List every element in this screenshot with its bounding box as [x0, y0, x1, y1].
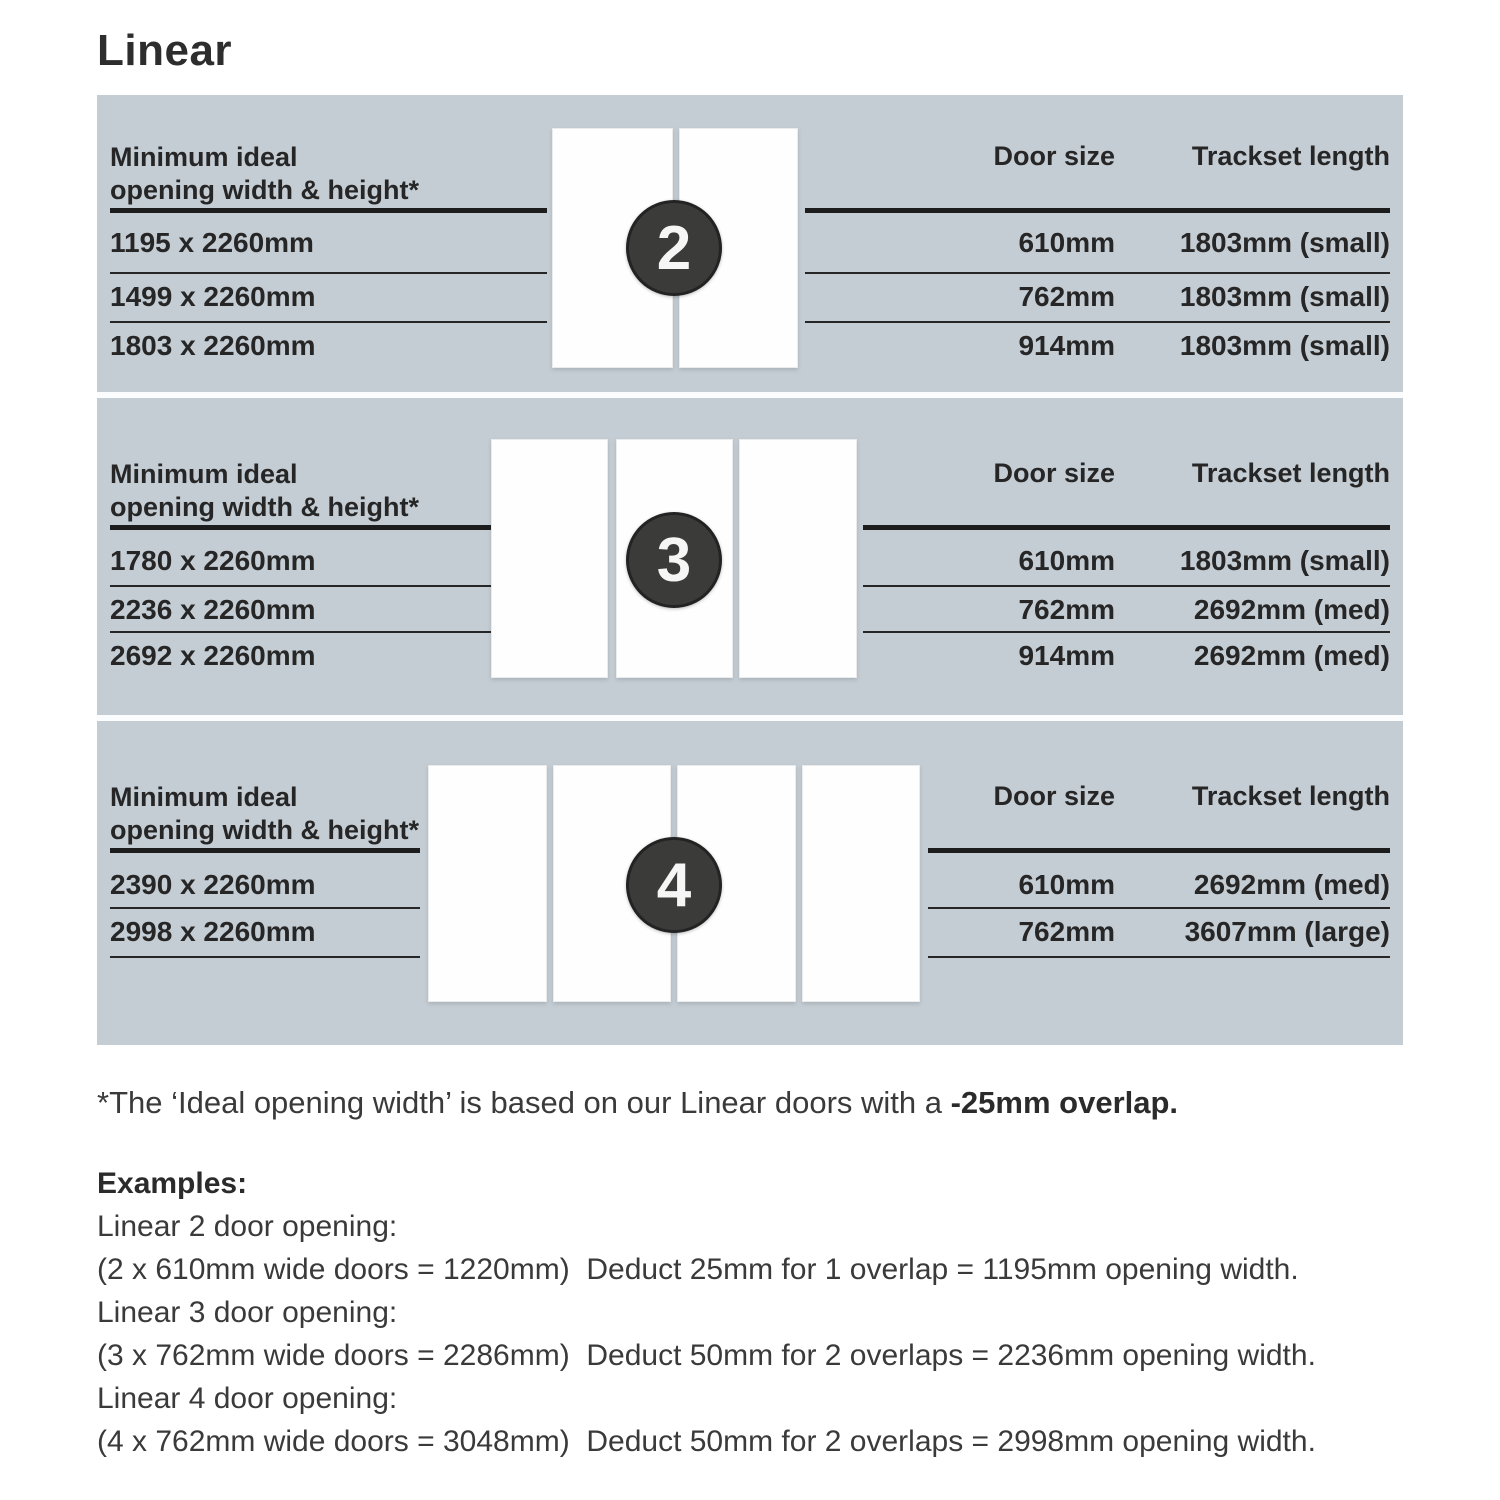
- row-separator: [928, 907, 1390, 909]
- door-diagram-panel: [491, 439, 608, 678]
- opening-value: 2998 x 2260mm: [110, 916, 316, 947]
- opening-value: 1195 x 2260mm: [110, 227, 314, 258]
- opening-header-line1: Minimum ideal: [110, 142, 298, 172]
- example-detail: (2 x 610mm wide doors = 1220mm) Deduct 25mm for 1 overlap = 1195mm opening width.: [97, 1253, 1299, 1286]
- left-header-rule: [110, 848, 420, 853]
- door-size-value: 610mm: [1018, 869, 1115, 900]
- right-table-header: [863, 458, 1390, 489]
- right-table-header: [928, 781, 1390, 812]
- door-size-header: Door size: [993, 458, 1115, 488]
- trackset-value: 2692mm (med): [1193, 640, 1390, 671]
- opening-value: 2236 x 2260mm: [110, 594, 316, 625]
- opening-header-line1: Minimum ideal: [110, 459, 298, 489]
- trackset-value: 1803mm (small): [1179, 281, 1390, 312]
- trackset-value: 1803mm (small): [1179, 330, 1390, 361]
- right-table-header: [805, 141, 1390, 172]
- opening-header-line2: opening width & height*: [110, 175, 419, 205]
- door-size-header: Door size: [993, 141, 1115, 171]
- row-separator: [110, 272, 547, 274]
- door-diagram-panel: [739, 439, 857, 678]
- example-label: Linear 2 door opening:: [97, 1210, 398, 1243]
- opening-header-line2: opening width & height*: [110, 815, 419, 845]
- door-size-value: 762mm: [1018, 594, 1115, 625]
- door-size-header: Door size: [993, 781, 1115, 811]
- opening-column-header: [110, 458, 419, 524]
- table-row: [805, 330, 1390, 362]
- footnote: [97, 1085, 1178, 1121]
- trackset-value: 1803mm (small): [1179, 545, 1390, 576]
- example-detail: (4 x 762mm wide doors = 3048mm) Deduct 50mm for 2 overlaps = 2998mm opening width.: [97, 1425, 1316, 1458]
- section-divider: [97, 715, 1403, 721]
- section-divider: [97, 392, 1403, 398]
- footnote-text: *The ‘Ideal opening width’ is based on our Linear doors with a: [97, 1085, 951, 1120]
- example-label: Linear 4 door opening:: [97, 1382, 398, 1415]
- trackset-header: Trackset length: [1191, 141, 1390, 171]
- door-size-value: 762mm: [1018, 281, 1115, 312]
- table-row: [863, 594, 1390, 626]
- table-row: [928, 916, 1390, 948]
- example-detail: (3 x 762mm wide doors = 2286mm) Deduct 50mm for 2 overlaps = 2236mm opening width.: [97, 1339, 1316, 1372]
- table-row: [928, 869, 1390, 901]
- left-header-rule: [110, 208, 547, 213]
- table-row: [805, 227, 1390, 259]
- opening-value: 1499 x 2260mm: [110, 281, 316, 312]
- opening-value: 1780 x 2260mm: [110, 545, 316, 576]
- row-separator: [110, 631, 547, 633]
- door-size-value: 610mm: [1018, 227, 1115, 258]
- opening-header-line2: opening width & height*: [110, 492, 419, 522]
- table-row: [863, 640, 1390, 672]
- door-count-badge: 4: [626, 837, 722, 933]
- door-size-value: 914mm: [1018, 330, 1115, 361]
- trackset-value: 1803mm (small): [1179, 227, 1390, 258]
- opening-column-header: [110, 781, 419, 847]
- door-size-value: 914mm: [1018, 640, 1115, 671]
- door-diagram-panel: [802, 765, 920, 1002]
- opening-value: 2390 x 2260mm: [110, 869, 316, 900]
- door-diagram-panel: [428, 765, 547, 1002]
- row-separator: [805, 321, 1390, 323]
- row-separator: [863, 631, 1390, 633]
- left-header-rule: [110, 525, 547, 530]
- trackset-header: Trackset length: [1191, 458, 1390, 488]
- table-row: [805, 281, 1390, 313]
- row-separator: [110, 585, 547, 587]
- row-separator: [928, 956, 1390, 958]
- example-label: Linear 3 door opening:: [97, 1296, 398, 1329]
- right-header-rule: [928, 848, 1390, 853]
- opening-column-header: [110, 141, 419, 207]
- door-size-value: 610mm: [1018, 545, 1115, 576]
- trackset-value: 2692mm (med): [1193, 594, 1390, 625]
- opening-header-line1: Minimum ideal: [110, 782, 298, 812]
- door-size-value: 762mm: [1018, 916, 1115, 947]
- trackset-value: 2692mm (med): [1193, 869, 1390, 900]
- trackset-header: Trackset length: [1191, 781, 1390, 811]
- door-count-badge: 2: [626, 200, 722, 296]
- row-separator: [110, 907, 420, 909]
- row-separator: [110, 956, 420, 958]
- opening-value: 2692 x 2260mm: [110, 640, 316, 671]
- row-separator: [110, 321, 547, 323]
- row-separator: [805, 272, 1390, 274]
- page-title: Linear: [97, 26, 233, 75]
- right-header-rule: [805, 208, 1390, 213]
- trackset-value: 3607mm (large): [1184, 916, 1390, 947]
- footnote-bold: -25mm overlap.: [950, 1085, 1179, 1120]
- row-separator: [863, 585, 1390, 587]
- sizing-panel: [97, 95, 1403, 1045]
- opening-value: 1803 x 2260mm: [110, 330, 316, 361]
- examples-heading: Examples:: [97, 1167, 248, 1200]
- right-header-rule: [863, 525, 1390, 530]
- table-row: [863, 545, 1390, 577]
- examples-block: [97, 1162, 1316, 1463]
- door-count-badge: 3: [626, 512, 722, 608]
